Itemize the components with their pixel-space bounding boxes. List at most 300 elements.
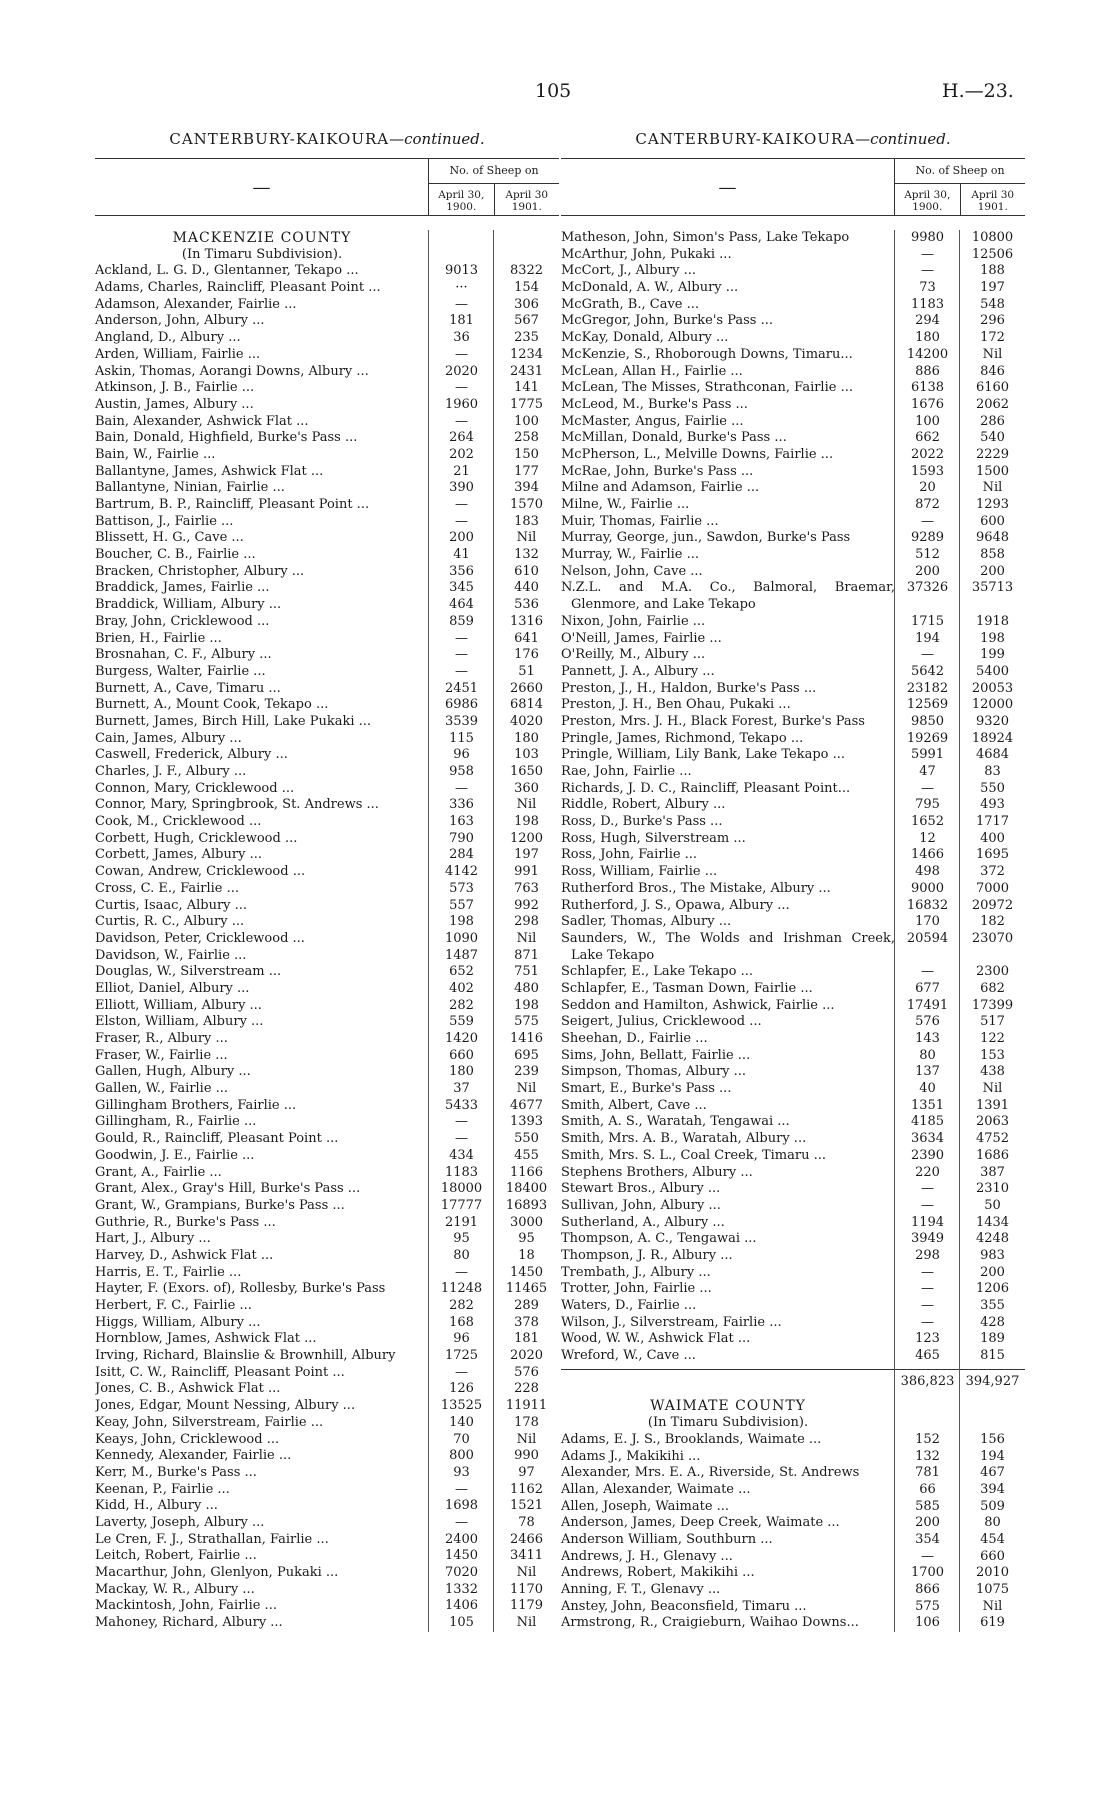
sheep-1901: 575 xyxy=(514,1014,539,1030)
owner-name: Adams J., Makikihi ... xyxy=(561,1448,701,1464)
owner-name: Ross, John, Fairlie ... xyxy=(561,847,698,863)
table-row xyxy=(95,1198,559,1215)
table-row xyxy=(95,714,559,731)
sheep-1900: 6138 xyxy=(910,380,945,396)
sheep-1900: — xyxy=(921,1264,934,1280)
owner-name: Elliott, William, Albury ... xyxy=(95,997,262,1013)
sheep-1901: 95 xyxy=(518,1231,535,1247)
sheep-1901: 5400 xyxy=(975,663,1010,679)
owner-name: (In Timaru Subdivision). xyxy=(181,246,343,262)
sheep-1900: — xyxy=(921,513,934,529)
sheep-1901: 11911 xyxy=(505,1398,548,1414)
table-row xyxy=(561,681,1025,698)
table-row xyxy=(95,313,559,330)
table-row xyxy=(561,547,1025,564)
owner-name: Rutherford, J. S., Opawa, Albury ... xyxy=(561,897,790,913)
sheep-1901: 286 xyxy=(980,413,1005,429)
sheep-1900 xyxy=(895,1415,960,1432)
sheep-1900: 282 xyxy=(449,1298,474,1313)
sheep-1901: 181 xyxy=(514,1331,539,1347)
sheep-1901: Nil xyxy=(982,1081,1003,1097)
owner-name: Sutherland, A., Albury ... xyxy=(561,1214,725,1230)
owner-name: Connon, Mary, Cricklewood ... xyxy=(95,780,295,796)
sheep-1900: 284 xyxy=(449,847,474,863)
sheep-1901: Nil xyxy=(516,930,537,946)
sheep-1901: 6814 xyxy=(509,697,544,713)
owner-name: Laverty, Joseph, Albury ... xyxy=(95,1514,265,1530)
table-row xyxy=(95,1148,559,1165)
sheep-1900: — xyxy=(921,246,934,262)
sheep-1900: 294 xyxy=(915,313,940,329)
owner-name xyxy=(561,1390,895,1398)
table-row xyxy=(561,764,1025,781)
table-row xyxy=(561,981,1025,998)
owner-name: Curtis, R. C., Albury ... xyxy=(95,914,245,930)
table-row xyxy=(561,1014,1025,1031)
sheep-1900 xyxy=(895,1398,960,1415)
table-row xyxy=(95,1331,559,1348)
sheep-1900: 585 xyxy=(915,1498,940,1514)
sheep-1901: 35713 xyxy=(971,580,1014,596)
sheep-1901: Nil xyxy=(516,1615,537,1631)
table-row xyxy=(95,1615,559,1632)
title-suffix: —continued. xyxy=(389,130,485,148)
sheep-1901 xyxy=(960,1398,1025,1415)
owner-name: Pannett, J. A., Albury ... xyxy=(561,663,715,679)
sheep-1901: 1918 xyxy=(975,613,1010,629)
table-row xyxy=(561,1198,1025,1215)
sheep-1901: 298 xyxy=(514,914,539,930)
sheep-1900: 168 xyxy=(449,1314,474,1330)
sheep-1901: 576 xyxy=(514,1364,539,1380)
sheep-1901: 6160 xyxy=(975,380,1010,396)
table-row xyxy=(561,1515,1025,1532)
table-row xyxy=(561,647,1025,664)
table-row xyxy=(95,1515,559,1532)
owner-name: Cowan, Andrew, Cricklewood ... xyxy=(95,864,306,880)
sheep-1900: 800 xyxy=(449,1448,474,1464)
table-row xyxy=(95,1281,559,1298)
table-row xyxy=(561,898,1025,915)
sheep-1900: 859 xyxy=(449,613,474,629)
table-row xyxy=(95,881,559,898)
owner-name: Preston, J. H., Ben Ohau, Pukaki ... xyxy=(561,697,791,713)
sheep-1901: 154 xyxy=(514,280,539,296)
table-row xyxy=(561,614,1025,631)
sheep-1901: 1391 xyxy=(975,1097,1010,1113)
sheep-1900: 14200 xyxy=(906,346,949,362)
owner-name: Guthrie, R., Burke's Pass ... xyxy=(95,1214,276,1230)
table-row xyxy=(561,831,1025,848)
table-row xyxy=(95,964,559,981)
sheep-1900: 557 xyxy=(449,897,474,913)
table-row xyxy=(561,1298,1025,1315)
sheep-1901: 177 xyxy=(514,463,539,479)
table-row xyxy=(95,864,559,881)
owner-name: McLeod, M., Burke's Pass ... xyxy=(561,396,748,412)
table-row xyxy=(561,631,1025,648)
sheep-1901: 1775 xyxy=(509,396,544,412)
table-row xyxy=(561,1231,1025,1248)
owner-name: Thompson, A. C., Tengawai ... xyxy=(561,1231,757,1247)
owner-name: O'Reilly, M., Albury ... xyxy=(561,647,706,663)
sheep-1901: 12000 xyxy=(971,697,1014,713)
owner-name: Ross, William, Fairlie ... xyxy=(561,864,718,880)
sheep-1900: 12569 xyxy=(906,697,949,713)
table-row xyxy=(561,664,1025,681)
sheep-1901: 7000 xyxy=(975,880,1010,896)
owner-name: Fraser, W., Fairlie ... xyxy=(95,1047,228,1063)
sheep-1901: 983 xyxy=(980,1247,1005,1263)
right-column xyxy=(561,130,1025,1632)
sheep-1900: 198 xyxy=(449,914,474,930)
owner-name: Braddick, James, Fairlie ... xyxy=(95,580,270,596)
table-row xyxy=(95,547,559,564)
sheep-1900: 40 xyxy=(919,1081,936,1097)
owner-name: McPherson, L., Melville Downs, Fairlie ... xyxy=(561,446,834,462)
sheep-1900: 3634 xyxy=(910,1131,945,1147)
sheep-1900: — xyxy=(921,1281,934,1297)
table-row xyxy=(95,480,559,497)
sheep-1900: 1593 xyxy=(910,463,945,479)
sheep-1901: 1179 xyxy=(509,1598,544,1614)
sheep-1900: ··· xyxy=(455,280,468,296)
table-row xyxy=(95,614,559,631)
sheep-1901: 1416 xyxy=(509,1031,544,1046)
sheep-1900: 1698 xyxy=(444,1498,479,1514)
sheep-1901: 751 xyxy=(514,964,539,980)
sheep-1900: 37 xyxy=(453,1081,470,1097)
owner-name: McGregor, John, Burke's Pass ... xyxy=(561,313,774,329)
owner-name xyxy=(561,1374,895,1391)
owner-name: Murray, George, jun., Sawdon, Burke's Pass xyxy=(561,530,851,546)
owner-name: Brien, H., Fairlie ... xyxy=(95,630,222,646)
sheep-1901: 156 xyxy=(980,1431,1005,1447)
sheep-1900: 16832 xyxy=(906,897,949,913)
sheep-1900: 390 xyxy=(449,480,474,496)
owner-name: Harris, E. T., Fairlie ... xyxy=(95,1264,242,1280)
sheep-1900: 93 xyxy=(453,1464,470,1480)
owner-name: Curtis, Isaac, Albury ... xyxy=(95,897,248,913)
sheep-1900: 1332 xyxy=(444,1581,479,1597)
sheep-1901: 4752 xyxy=(975,1131,1010,1147)
year-1900-header: April 30, 1900. xyxy=(904,189,951,213)
sheep-1900 xyxy=(895,1390,960,1398)
table-row xyxy=(561,864,1025,881)
owner-name: Bain, Donald, Highfield, Burke's Pass ... xyxy=(95,430,358,446)
table-row xyxy=(561,1499,1025,1516)
owner-name: Keenan, P., Fairlie ... xyxy=(95,1481,230,1497)
sheep-1900: 220 xyxy=(915,1164,940,1180)
table-row xyxy=(561,297,1025,314)
table-row xyxy=(95,1114,559,1131)
sheep-1901: 296 xyxy=(980,313,1005,329)
owner-name: Riddle, Robert, Albury ... xyxy=(561,797,726,813)
owner-name: Grant, W., Grampians, Burke's Pass ... xyxy=(95,1197,345,1213)
owner-name: Elliot, Daniel, Albury ... xyxy=(95,980,250,996)
sheep-1901: 183 xyxy=(514,513,539,529)
owner-name: Isitt, C. W., Raincliff, Pleasant Point ... xyxy=(95,1364,345,1380)
total-row xyxy=(561,1369,1025,1391)
table-row xyxy=(561,1582,1025,1599)
owner-name: Grant, A., Fairlie ... xyxy=(95,1164,222,1180)
table-row xyxy=(561,1465,1025,1482)
sheep-1901: 103 xyxy=(514,747,539,763)
sheep-1900: — xyxy=(921,1181,934,1197)
sheep-1901: Nil xyxy=(982,1598,1003,1614)
owner-name: Smith, A. S., Waratah, Tengawai ... xyxy=(561,1114,790,1130)
sheep-1901: Nil xyxy=(516,1081,537,1097)
owner-name: Allen, Joseph, Waimate ... xyxy=(561,1498,730,1514)
sheep-1900: 866 xyxy=(915,1582,940,1598)
column-title xyxy=(561,130,1025,152)
sheep-1901: 858 xyxy=(980,547,1005,563)
owner-name: Smith, Albert, Cave ... xyxy=(561,1097,707,1113)
table-row xyxy=(95,597,559,614)
name-column-header: — xyxy=(252,176,271,198)
table-row xyxy=(561,998,1025,1015)
sheep-1900: — xyxy=(455,497,468,512)
sheep-1900: — xyxy=(921,263,934,279)
sheep-1901: 992 xyxy=(514,897,539,913)
sheep-1901: 493 xyxy=(980,797,1005,813)
sheep-1900: — xyxy=(921,964,934,980)
owner-name: Jones, Edgar, Mount Nessing, Albury ... xyxy=(95,1398,356,1414)
table-row xyxy=(95,1548,559,1565)
table-row xyxy=(561,564,1025,581)
sheep-1900 xyxy=(429,247,494,264)
sheep-1900: 559 xyxy=(449,1014,474,1030)
table-row xyxy=(561,914,1025,931)
sheep-1900: 13525 xyxy=(440,1398,483,1414)
owner-name: McRae, John, Burke's Pass ... xyxy=(561,463,754,479)
sheep-1901: 198 xyxy=(514,997,539,1013)
owner-name: Wreford, W., Cave ... xyxy=(561,1348,696,1364)
sheep-1901: 8322 xyxy=(509,263,544,279)
owner-name: Braddick, William, Albury ... xyxy=(95,597,282,613)
sheep-1901: 394 xyxy=(514,480,539,496)
owner-name: Ballantyne, Ninian, Fairlie ... xyxy=(95,480,285,496)
sheep-1901: 548 xyxy=(980,296,1005,312)
sheep-1900: — xyxy=(455,1481,468,1497)
sheep-1901: 100 xyxy=(514,413,539,429)
owner-name: Hart, J., Albury ... xyxy=(95,1231,211,1247)
table-row xyxy=(95,414,559,431)
owner-name: Stewart Bros., Albury ... xyxy=(561,1181,721,1197)
owner-name: Richards, J. D. C., Raincliff, Pleasant Point... xyxy=(561,780,851,796)
sheep-1900: 652 xyxy=(449,964,474,980)
sheep-1901: 387 xyxy=(980,1164,1005,1180)
sheep-1901: 176 xyxy=(514,647,539,663)
sheep-1900: 163 xyxy=(449,814,474,830)
sheep-1901: 194 xyxy=(980,1448,1005,1464)
table-row xyxy=(95,1181,559,1198)
owner-name: Andrews, J. H., Glenavy ... xyxy=(561,1548,733,1564)
table-row xyxy=(561,1031,1025,1048)
title-suffix: —continued. xyxy=(855,130,951,148)
owner-name: Wood, W. W., Ashwick Flat ... xyxy=(561,1331,751,1347)
sheep-1900: 498 xyxy=(915,864,940,880)
sheep-1901: Nil xyxy=(516,1431,537,1447)
sheep-1900: — xyxy=(455,663,468,679)
sheep-1900: 17491 xyxy=(906,997,949,1013)
sheep-1901: Nil xyxy=(982,480,1003,496)
sheep-1900: — xyxy=(921,1197,934,1213)
sheep-1900: 2022 xyxy=(910,446,945,462)
table-row xyxy=(95,514,559,531)
owner-name: Higgs, William, Albury ... xyxy=(95,1314,261,1330)
table-row xyxy=(95,447,559,464)
sheep-1901: 189 xyxy=(980,1331,1005,1347)
sheep-1900: 41 xyxy=(453,547,470,563)
sheep-1901: 1234 xyxy=(509,346,544,362)
table-row xyxy=(561,1482,1025,1499)
sheep-1900: 9000 xyxy=(910,880,945,896)
table-row xyxy=(95,347,559,364)
owner-name: McMillan, Donald, Burke's Pass ... xyxy=(561,430,787,446)
sheep-1900: 7020 xyxy=(444,1565,479,1580)
owner-name: Herbert, F. C., Fairlie ... xyxy=(95,1298,252,1313)
sheep-1901: 198 xyxy=(980,630,1005,646)
owner-name: Anderson William, Southburn ... xyxy=(561,1531,773,1547)
owner-name: Smart, E., Burke's Pass ... xyxy=(561,1081,732,1097)
table-row xyxy=(95,1298,559,1315)
table-row xyxy=(561,347,1025,364)
sheep-1900: 1183 xyxy=(444,1164,479,1180)
owner-name: Connor, Mary, Springbrook, St. Andrews ... xyxy=(95,797,379,813)
sheep-1901: 51 xyxy=(518,663,535,679)
sheep-1901: 9320 xyxy=(975,713,1010,729)
sheep-1901: 132 xyxy=(514,547,539,563)
sheep-1900: 3949 xyxy=(910,1231,945,1247)
page-number: 105 xyxy=(535,80,572,102)
table-row xyxy=(561,781,1025,798)
sheep-1900: 140 xyxy=(449,1414,474,1430)
owner-name: Bray, John, Cricklewood ... xyxy=(95,613,270,629)
owner-name: (In Timaru Subdivision). xyxy=(647,1415,809,1431)
sheep-1900: 6986 xyxy=(444,697,479,713)
sheep-1900: 1700 xyxy=(910,1565,945,1581)
sheep-1901: 4248 xyxy=(975,1231,1010,1247)
sheep-1900: 2191 xyxy=(444,1214,479,1230)
sheep-1900: 20594 xyxy=(906,930,949,946)
table-row xyxy=(95,814,559,831)
table-row xyxy=(95,1231,559,1248)
sheep-1901: 122 xyxy=(980,1031,1005,1047)
sheep-1900: 115 xyxy=(449,730,474,746)
sheep-1901: 235 xyxy=(514,330,539,346)
sheep-1901: 619 xyxy=(980,1615,1005,1631)
sheep-1900: 9850 xyxy=(910,713,945,729)
table-row xyxy=(95,564,559,581)
sheep-1901: 1206 xyxy=(975,1281,1010,1297)
table-row xyxy=(95,1398,559,1415)
sheep-1901: 197 xyxy=(514,847,539,863)
sheep-1901: 1393 xyxy=(509,1114,544,1130)
sheep-1901: 23070 xyxy=(971,930,1014,946)
owner-name: Wilson, J., Silverstream, Fairlie ... xyxy=(561,1314,782,1330)
sheep-1900: 4185 xyxy=(910,1114,945,1130)
table-row xyxy=(95,1048,559,1065)
title-text: CANTERBURY-KAIKOURA xyxy=(169,130,390,148)
table-row xyxy=(561,1315,1025,1332)
table-row xyxy=(561,1181,1025,1198)
sheep-1900: 1090 xyxy=(444,930,479,946)
owner-name: McDonald, A. W., Albury ... xyxy=(561,280,739,296)
owner-name: Ballantyne, James, Ashwick Flat ... xyxy=(95,463,324,479)
sheep-1901: 200 xyxy=(980,1264,1005,1280)
sheep-1900: — xyxy=(455,1364,468,1380)
table-row xyxy=(95,1215,559,1232)
sheep-1900: 886 xyxy=(915,363,940,379)
table-row xyxy=(95,280,559,297)
sheep-1901: 153 xyxy=(980,1047,1005,1063)
owner-name: Caswell, Frederick, Albury ... xyxy=(95,747,288,763)
sheep-1901: 517 xyxy=(980,1014,1005,1030)
sheep-1900: 126 xyxy=(449,1381,474,1397)
sheep-1900: 795 xyxy=(915,797,940,813)
sheep-1901: 4020 xyxy=(509,713,544,729)
owner-name: Douglas, W., Silverstream ... xyxy=(95,964,282,980)
owner-name: Fraser, R., Albury ... xyxy=(95,1031,228,1046)
table-row xyxy=(95,580,559,597)
sheep-1901: 2020 xyxy=(509,1348,544,1364)
table-row xyxy=(561,881,1025,898)
sheep-1901: 763 xyxy=(514,880,539,896)
sheep-1901: 2660 xyxy=(509,680,544,696)
name-column-header: — xyxy=(718,176,737,198)
table-row xyxy=(95,764,559,781)
sheep-1900: 345 xyxy=(449,580,474,596)
sheep-1900: 1652 xyxy=(910,814,945,830)
sheep-1901: 239 xyxy=(514,1064,539,1080)
sheep-1901: 4677 xyxy=(509,1097,544,1113)
owner-name: Kidd, H., Albury ... xyxy=(95,1498,218,1514)
table-row xyxy=(561,397,1025,414)
sheep-1900: 958 xyxy=(449,764,474,779)
sheep-1901: 9648 xyxy=(975,530,1010,546)
table-row xyxy=(561,1549,1025,1566)
sheep-1901: 509 xyxy=(980,1498,1005,1514)
sheep-1901: 228 xyxy=(514,1381,539,1397)
owner-name: Pringle, William, Lily Bank, Lake Tekapo ... xyxy=(561,747,846,763)
owner-name: Preston, J., H., Haldon, Burke's Pass ... xyxy=(561,680,817,696)
sheep-1900: 298 xyxy=(915,1247,940,1263)
sheep-1900: 1715 xyxy=(910,613,945,629)
sheep-1900: 1194 xyxy=(910,1214,945,1230)
sheep-1900: 386,823 xyxy=(900,1373,955,1389)
sheep-1901: 871 xyxy=(514,947,539,963)
owner-name: Cook, M., Cricklewood ... xyxy=(95,814,262,830)
subdivision-note xyxy=(561,1415,1025,1432)
table-row xyxy=(561,747,1025,764)
left-table-body xyxy=(95,230,559,1632)
owner-name: Burnett, A., Cave, Timaru ... xyxy=(95,680,281,696)
title-text: CANTERBURY-KAIKOURA xyxy=(635,130,856,148)
owner-name: Waters, D., Fairlie ... xyxy=(561,1298,697,1314)
sheep-1900: 1420 xyxy=(444,1031,479,1046)
owner-name: Nixon, John, Fairlie ... xyxy=(561,613,706,629)
table-row xyxy=(561,230,1025,247)
sheep-1901 xyxy=(960,1390,1025,1398)
owner-name: Anning, F. T., Glenavy ... xyxy=(561,1582,721,1598)
owner-name: Matheson, John, Simon's Pass, Lake Tekapo xyxy=(561,230,850,245)
owner-name: Allan, Alexander, Waimate ... xyxy=(561,1481,751,1497)
sheep-1901: 97 xyxy=(518,1464,535,1480)
owner-name: Battison, J., Fairlie ... xyxy=(95,513,234,529)
owner-name: Seigert, Julius, Cricklewood ... xyxy=(561,1014,762,1030)
sheep-1901: 150 xyxy=(514,446,539,462)
